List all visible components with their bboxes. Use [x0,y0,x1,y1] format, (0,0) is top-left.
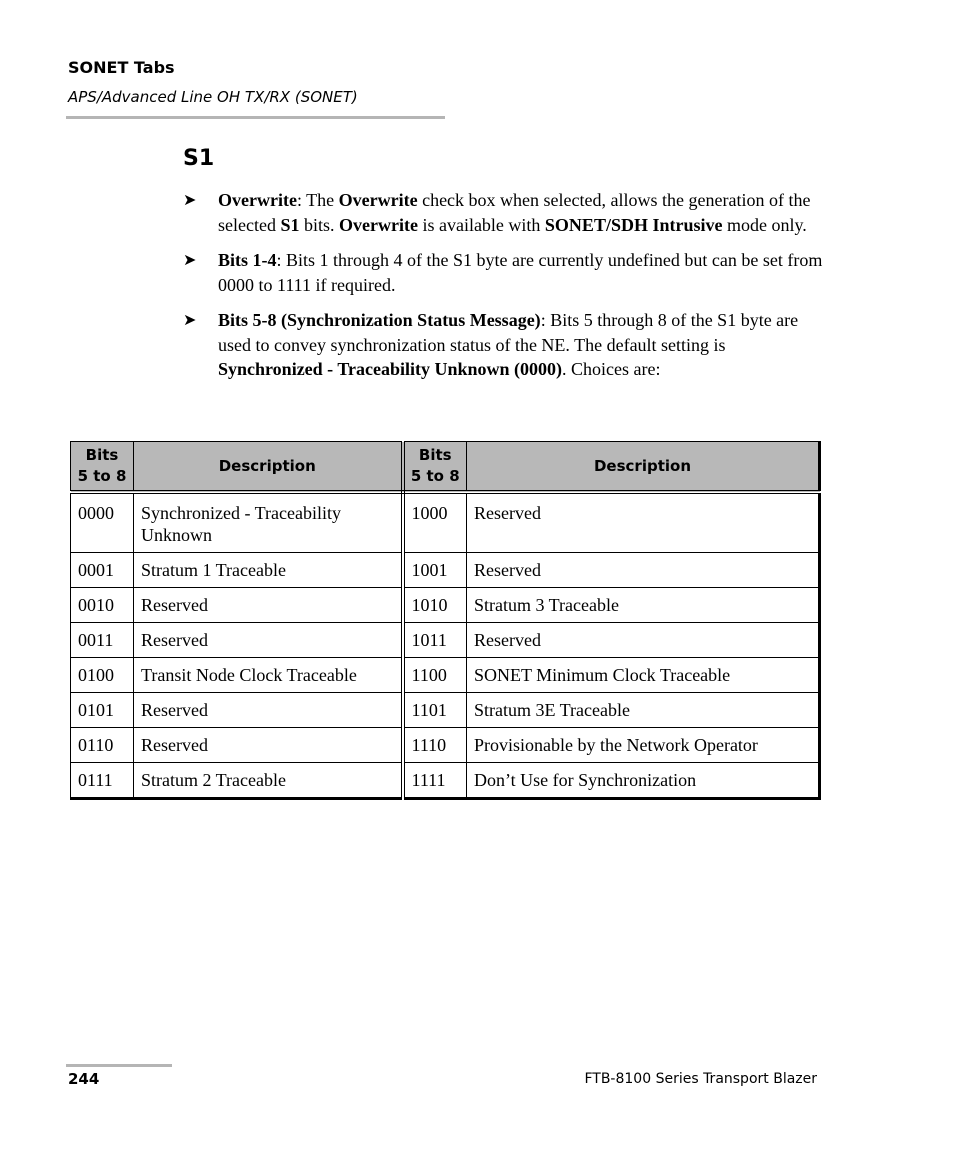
bullet-bits-1-4 [183,248,823,297]
header-description-right: Description [467,442,820,493]
description: Stratum 3 Traceable [467,588,820,623]
bits-code: 1010 [403,588,467,623]
bits-code: 0111 [71,763,134,799]
text-run: is available with [417,214,545,235]
text-run: mode only. [722,214,807,235]
description: Reserved [134,728,403,763]
header-description-left: Description [134,442,403,493]
description: Provisionable by the Network Operator [467,728,820,763]
header-bits-label: Bits [418,446,452,464]
bold-term: Bits 5-8 (Synchronization Status Message) [218,310,541,330]
bold-term: Overwrite [338,190,418,210]
description: Stratum 1 Traceable [134,553,403,588]
bullet-text [218,190,810,235]
table-row [71,492,820,553]
text-run: : Bits 5 through 8 of the S1 byte are used to convey synchronization status of the NE. The default setting is [218,310,799,355]
bullet-overwrite [183,188,823,237]
bold-term: SONET/SDH Intrusive [544,214,723,235]
bullet-bits-5-8 [183,308,823,382]
table-row [71,553,820,588]
header-bits-range: 5 to 8 [77,467,127,485]
description: SONET Minimum Clock Traceable [467,658,820,693]
description: Reserved [467,553,820,588]
description: Stratum 3E Traceable [467,693,820,728]
running-header-subsection: APS/Advanced Line OH TX/RX (SONET) [68,88,358,106]
description: Reserved [134,588,403,623]
text-run: : The [296,190,339,210]
text-run: : Bits 1 through 4 of the S1 byte are currently undefined but can be set from 0000 to 1111 if required. [218,250,823,295]
bits-code: 0001 [71,553,134,588]
bits-code: 0100 [71,658,134,693]
bits-code: 1000 [403,492,467,553]
description: Don’t Use for Synchronization [467,763,820,799]
bold-term: Overwrite [218,190,297,210]
description: Transit Node Clock Traceable [134,658,403,693]
table-header-row [71,442,820,493]
description: Synchronized - Traceability Unknown [134,492,403,553]
bits-code: 0101 [71,693,134,728]
header-rule [66,116,445,119]
table-row [71,658,820,693]
bits-code: 0011 [71,623,134,658]
description: Reserved [134,693,403,728]
bits-code: 1110 [403,728,467,763]
bold-term: Bits 1-4 [218,250,277,270]
header-bits-left [71,442,134,493]
bullet-text [218,310,798,379]
bits-code: 0010 [71,588,134,623]
text-run: check box when selected, allows the generation of the selected [218,190,811,235]
table-row [71,693,820,728]
description: Stratum 2 Traceable [134,763,403,799]
bits-code: 1001 [403,553,467,588]
bullet-arrow-icon: ➤ [183,190,197,209]
description: Reserved [467,492,820,553]
text-run: bits. [299,214,339,235]
table-row [71,623,820,658]
bullet-list [183,188,823,393]
bold-term: Overwrite [339,214,418,235]
bits-code: 0000 [71,492,134,553]
header-bits-range: 5 to 8 [410,467,460,485]
synchronization-status-table [70,441,821,800]
bits-code: 1101 [403,693,467,728]
bullet-arrow-icon: ➤ [183,250,197,269]
running-header-section: SONET Tabs [68,58,175,77]
bits-code: 1011 [403,623,467,658]
book-title: FTB-8100 Series Transport Blazer [584,1071,817,1087]
text-run: . Choices are: [562,359,661,379]
bits-code: 0110 [71,728,134,763]
bold-term: S1 [280,214,300,235]
header-bits-label: Bits [85,446,119,464]
section-title: S1 [183,146,215,171]
description: Reserved [134,623,403,658]
bullet-arrow-icon: ➤ [183,310,197,329]
table-row [71,588,820,623]
bullet-text [218,250,822,295]
bits-code: 1100 [403,658,467,693]
header-bits-right [403,442,467,493]
table-row [71,763,820,799]
page-number: 244 [68,1070,100,1088]
table-row [71,728,820,763]
footer-rule [66,1064,172,1067]
description: Reserved [467,623,820,658]
bold-term: Synchronized - Traceability Unknown (0000) [218,359,563,379]
bits-code: 1111 [403,763,467,799]
